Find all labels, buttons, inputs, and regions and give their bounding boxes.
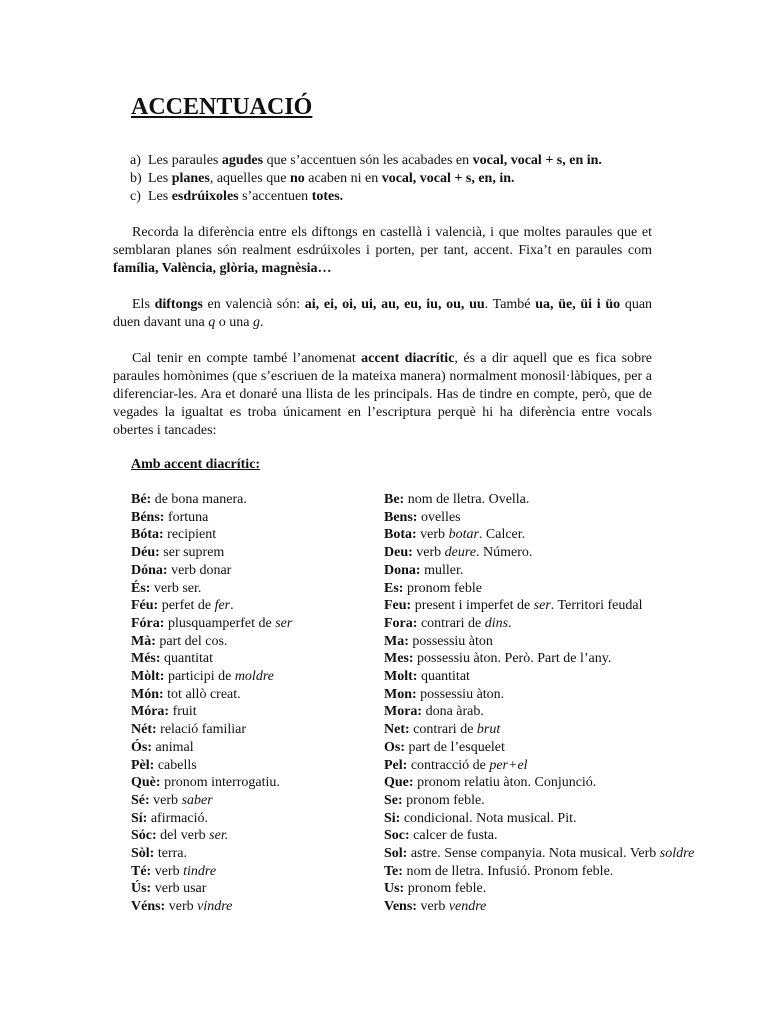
italic-text: moldre bbox=[234, 669, 274, 685]
text-run: . Número. bbox=[476, 545, 533, 561]
text-run: perfet de bbox=[158, 598, 215, 614]
word-entry bbox=[131, 792, 292, 810]
word-entry bbox=[131, 898, 292, 916]
text-run: . Territori feudal bbox=[550, 598, 643, 614]
bold-text: Déu: bbox=[131, 545, 160, 561]
word-entry bbox=[384, 633, 694, 651]
bold-text: Soc: bbox=[384, 828, 410, 844]
word-entry bbox=[131, 668, 292, 686]
rule-item-c bbox=[130, 188, 602, 206]
bold-text: Sol: bbox=[384, 846, 408, 862]
text-run: verb donar bbox=[167, 562, 232, 578]
rule-text bbox=[148, 189, 343, 204]
text-run: fruit bbox=[169, 704, 197, 720]
text-run: s’accentuen bbox=[238, 189, 312, 204]
word-entry bbox=[131, 615, 292, 633]
text-run: . bbox=[230, 598, 234, 614]
text-run: ser suprem bbox=[159, 545, 225, 561]
bold-text: accent diacrític bbox=[361, 351, 455, 366]
rule-label: b) bbox=[130, 171, 142, 186]
text-run: . Calcer. bbox=[478, 527, 526, 543]
word-entry bbox=[131, 526, 292, 544]
word-entry bbox=[384, 562, 694, 580]
text-run: possessiu àton bbox=[408, 633, 493, 649]
bold-text: Es: bbox=[384, 580, 404, 596]
text-run: tot allò creat. bbox=[163, 686, 241, 702]
text-run: ovelles bbox=[417, 509, 461, 525]
bold-text: Ús: bbox=[131, 881, 152, 897]
word-entry bbox=[384, 580, 694, 598]
bold-text: Sé: bbox=[131, 792, 150, 808]
italic-text: botar bbox=[448, 527, 479, 543]
text-run: pronom feble. bbox=[404, 881, 487, 897]
italic-text: ser. bbox=[209, 828, 229, 844]
bold-text: Bóta: bbox=[131, 527, 164, 543]
bold-text: Fora: bbox=[384, 615, 418, 631]
italic-text: ser bbox=[275, 615, 293, 631]
bold-text: Bota: bbox=[384, 527, 417, 543]
text-run: . També bbox=[484, 297, 536, 312]
text-run: participi de bbox=[164, 669, 235, 685]
bold-text: Be: bbox=[384, 492, 405, 507]
text-run: Les bbox=[148, 171, 172, 186]
word-entry bbox=[131, 491, 292, 509]
bold-text: Té: bbox=[131, 863, 152, 879]
bold-text: Molt: bbox=[384, 669, 418, 685]
text-run: nom de lletra. Ovella. bbox=[404, 492, 530, 507]
word-entry bbox=[131, 774, 292, 792]
text-run: present i imperfet de bbox=[411, 598, 534, 614]
italic-text: soldre bbox=[659, 846, 695, 862]
italic-text: vendre bbox=[448, 899, 487, 915]
bold-text: Ós: bbox=[131, 739, 152, 755]
text-run: verb bbox=[416, 899, 449, 915]
italic-text: brut bbox=[476, 722, 501, 738]
word-entry bbox=[131, 845, 292, 863]
text-run: verb usar bbox=[151, 881, 207, 897]
word-entry bbox=[131, 827, 292, 845]
word-entry bbox=[131, 757, 292, 775]
text-run: Els bbox=[132, 297, 155, 312]
word-entry bbox=[384, 544, 694, 562]
text-run: verb bbox=[149, 792, 182, 808]
text-run: Les paraules bbox=[148, 153, 222, 168]
word-entry bbox=[131, 509, 292, 527]
accented-words-list bbox=[131, 491, 292, 916]
text-run: en valencià són: bbox=[202, 297, 305, 312]
italic-text: fer bbox=[214, 598, 231, 614]
word-entry bbox=[131, 544, 292, 562]
bold-text: Que: bbox=[384, 775, 414, 791]
word-entry bbox=[384, 810, 694, 828]
bold-text: família, València, glòria, magnèsia… bbox=[113, 261, 332, 276]
bold-text: Ma: bbox=[384, 633, 409, 649]
paragraph-diphthongs bbox=[113, 296, 652, 332]
italic-text: vindre bbox=[197, 899, 233, 915]
bold-text: Més: bbox=[131, 651, 161, 667]
word-entry bbox=[384, 827, 694, 845]
word-entry bbox=[384, 703, 694, 721]
bold-text: Nét: bbox=[131, 722, 157, 738]
bold-text: Sí: bbox=[131, 810, 148, 826]
bold-text: Te: bbox=[384, 863, 403, 879]
paragraph-diacritic-accent bbox=[113, 350, 652, 440]
diacritic-subheading: Amb accent diacrític: bbox=[131, 457, 261, 472]
bold-text: Bens: bbox=[384, 509, 418, 525]
text-run: Les bbox=[148, 189, 172, 204]
word-entry bbox=[384, 792, 694, 810]
bold-text: totes. bbox=[311, 189, 344, 204]
bold-text: ai, ei, oi, ui, au, eu, iu, ou, uu bbox=[304, 297, 485, 312]
bold-text: Móra: bbox=[131, 704, 170, 720]
bold-text: Os: bbox=[384, 739, 405, 755]
text-run: , és a dir aquell que es fica sobre paraules homònimes (que s’escriuen de la mateixa manera) normalment monosil·làbiques, per a diferenciar-les. Ara et donaré una llista de les principals. Has de tindre en compte, però, que de vegades la igualtat es troba únicament en l’escriptura perquè hi ha diferència entre vocals obertes i tancades: bbox=[113, 351, 652, 438]
bold-text: vocal, vocal + s, en, in. bbox=[381, 171, 515, 186]
text-run: que s’accentuen són les acabades en bbox=[263, 153, 473, 168]
word-entry bbox=[131, 633, 292, 651]
word-entry bbox=[384, 774, 694, 792]
text-run: possessiu àton. Però. Part de l’any. bbox=[413, 651, 612, 667]
text-run: contrari de bbox=[409, 722, 477, 738]
text-run: pronom feble. bbox=[402, 792, 485, 808]
text-run: recipient bbox=[163, 527, 217, 543]
word-entry bbox=[384, 668, 694, 686]
word-entry bbox=[384, 597, 694, 615]
text-run: quan duen davant una bbox=[113, 297, 653, 330]
italic-text: g bbox=[252, 315, 260, 330]
rule-item-a bbox=[130, 152, 602, 170]
rule-text bbox=[148, 171, 515, 186]
word-entry bbox=[384, 739, 694, 757]
text-run: part de l’esquelet bbox=[405, 739, 505, 755]
bold-text: Mon: bbox=[384, 686, 417, 702]
bold-text: ua, üe, üi i üo bbox=[535, 297, 621, 312]
word-entry bbox=[384, 898, 694, 916]
text-run: . bbox=[508, 615, 512, 631]
rule-text bbox=[148, 153, 602, 168]
bold-text: Mòlt: bbox=[131, 669, 165, 685]
bold-text: Deu: bbox=[384, 545, 413, 561]
text-run: animal bbox=[152, 739, 194, 755]
rule-label: c) bbox=[130, 189, 141, 204]
accent-rules-list bbox=[130, 152, 602, 206]
text-run: verb bbox=[165, 899, 198, 915]
word-entry bbox=[131, 597, 292, 615]
bold-text: Sòl: bbox=[131, 846, 155, 862]
bold-text: Us: bbox=[384, 881, 405, 897]
text-run: nom de lletra. Infusió. Pronom feble. bbox=[402, 863, 614, 879]
italic-text: dins bbox=[484, 615, 509, 631]
text-run: contrari de bbox=[417, 615, 485, 631]
word-entry bbox=[131, 810, 292, 828]
text-run: dona àrab. bbox=[422, 704, 484, 720]
bold-text: És: bbox=[131, 580, 151, 596]
bold-text: Dona: bbox=[384, 562, 421, 578]
bold-text: agudes bbox=[221, 153, 264, 168]
word-entry bbox=[131, 703, 292, 721]
bold-text: Si: bbox=[384, 810, 401, 826]
text-run: condicional. Nota musical. Pit. bbox=[400, 810, 577, 826]
bold-text: Béns: bbox=[131, 509, 165, 525]
text-run: contracció de bbox=[407, 757, 490, 773]
text-run: afirmació. bbox=[147, 810, 208, 826]
italic-text: tindre bbox=[183, 863, 217, 879]
text-run: part del cos. bbox=[155, 633, 228, 649]
bold-text: Mes: bbox=[384, 651, 414, 667]
italic-text: q bbox=[208, 315, 216, 330]
text-run: . bbox=[259, 315, 264, 330]
text-run: verb bbox=[151, 863, 184, 879]
text-run: verb bbox=[412, 545, 445, 561]
italic-text: per+el bbox=[489, 757, 528, 773]
word-entry bbox=[384, 845, 694, 863]
bold-text: Mà: bbox=[131, 633, 156, 649]
word-entry bbox=[384, 880, 694, 898]
word-entry bbox=[384, 686, 694, 704]
text-run: , aquelles que bbox=[209, 171, 290, 186]
bold-text: Fóra: bbox=[131, 615, 165, 631]
text-run: cabells bbox=[154, 757, 197, 773]
word-entry bbox=[384, 650, 694, 668]
bold-text: Vens: bbox=[384, 899, 417, 915]
text-run: acaben ni en bbox=[304, 171, 382, 186]
rule-item-b bbox=[130, 170, 602, 188]
text-run: fortuna bbox=[164, 509, 209, 525]
bold-text: Pèl: bbox=[131, 757, 155, 773]
text-run: verb ser. bbox=[150, 580, 202, 596]
bold-text: Món: bbox=[131, 686, 164, 702]
word-entry bbox=[384, 757, 694, 775]
text-run: o una bbox=[215, 315, 253, 330]
text-run: calcer de fusta. bbox=[409, 828, 498, 844]
bold-text: Sóc: bbox=[131, 828, 157, 844]
word-entry bbox=[384, 526, 694, 544]
text-run: terra. bbox=[154, 846, 187, 862]
bold-text: Mora: bbox=[384, 704, 423, 720]
text-run: plusquamperfet de bbox=[164, 615, 276, 631]
bold-text: Féu: bbox=[131, 598, 159, 614]
bold-text: Dóna: bbox=[131, 562, 168, 578]
word-entry bbox=[131, 739, 292, 757]
bold-text: no bbox=[289, 171, 305, 186]
word-entry bbox=[131, 650, 292, 668]
word-entry bbox=[131, 721, 292, 739]
text-run: pronom interrogatiu. bbox=[160, 775, 280, 791]
unaccented-words-list bbox=[384, 491, 694, 916]
word-entry bbox=[131, 562, 292, 580]
italic-text: saber bbox=[181, 792, 213, 808]
bold-text: Net: bbox=[384, 722, 410, 738]
text-run: astre. Sense companyia. Nota musical. Verb bbox=[407, 846, 660, 862]
text-run: Recorda la diferència entre els diftongs en castellà i valencià, i que moltes paraules que et semblaran planes són realment esdrúixoles i porten, per tant, accent. Fixa’t en paraules com bbox=[113, 225, 652, 258]
word-entry bbox=[131, 880, 292, 898]
bold-text: diftongs bbox=[154, 297, 203, 312]
bold-text: Véns: bbox=[131, 899, 166, 915]
bold-text: esdrúixoles bbox=[171, 189, 239, 204]
bold-text: Se: bbox=[384, 792, 403, 808]
word-entry bbox=[384, 863, 694, 881]
paragraph-diphthong-diff bbox=[113, 224, 652, 278]
page-title: ACCENTUACIÓ bbox=[131, 94, 313, 120]
text-run: pronom relatiu àton. Conjunció. bbox=[413, 775, 597, 791]
text-run: possessiu àton. bbox=[416, 686, 505, 702]
italic-text: ser bbox=[533, 598, 551, 614]
text-run: de bona manera. bbox=[151, 492, 247, 507]
bold-text: Què: bbox=[131, 775, 161, 791]
word-entry bbox=[384, 615, 694, 633]
bold-text: Bé: bbox=[131, 492, 152, 507]
word-entry bbox=[384, 509, 694, 527]
bold-text: Feu: bbox=[384, 598, 412, 614]
rule-label: a) bbox=[130, 153, 141, 168]
bold-text: Pel: bbox=[384, 757, 408, 773]
word-entry bbox=[384, 491, 694, 509]
word-entry bbox=[131, 863, 292, 881]
text-run: relació familiar bbox=[156, 722, 247, 738]
text-run: muller. bbox=[420, 562, 464, 578]
text-run: quantitat bbox=[160, 651, 214, 667]
text-run: pronom feble bbox=[403, 580, 482, 596]
word-entry bbox=[131, 686, 292, 704]
bold-text: planes bbox=[171, 171, 210, 186]
bold-text: vocal, vocal + s, en in. bbox=[472, 153, 602, 168]
word-entry bbox=[384, 721, 694, 739]
text-run: verb bbox=[416, 527, 449, 543]
word-entry bbox=[131, 580, 292, 598]
text-run: quantitat bbox=[417, 669, 470, 685]
italic-text: deure bbox=[444, 545, 477, 561]
text-run: Cal tenir en compte també l’anomenat bbox=[132, 351, 362, 366]
text-run: del verb bbox=[156, 828, 210, 844]
